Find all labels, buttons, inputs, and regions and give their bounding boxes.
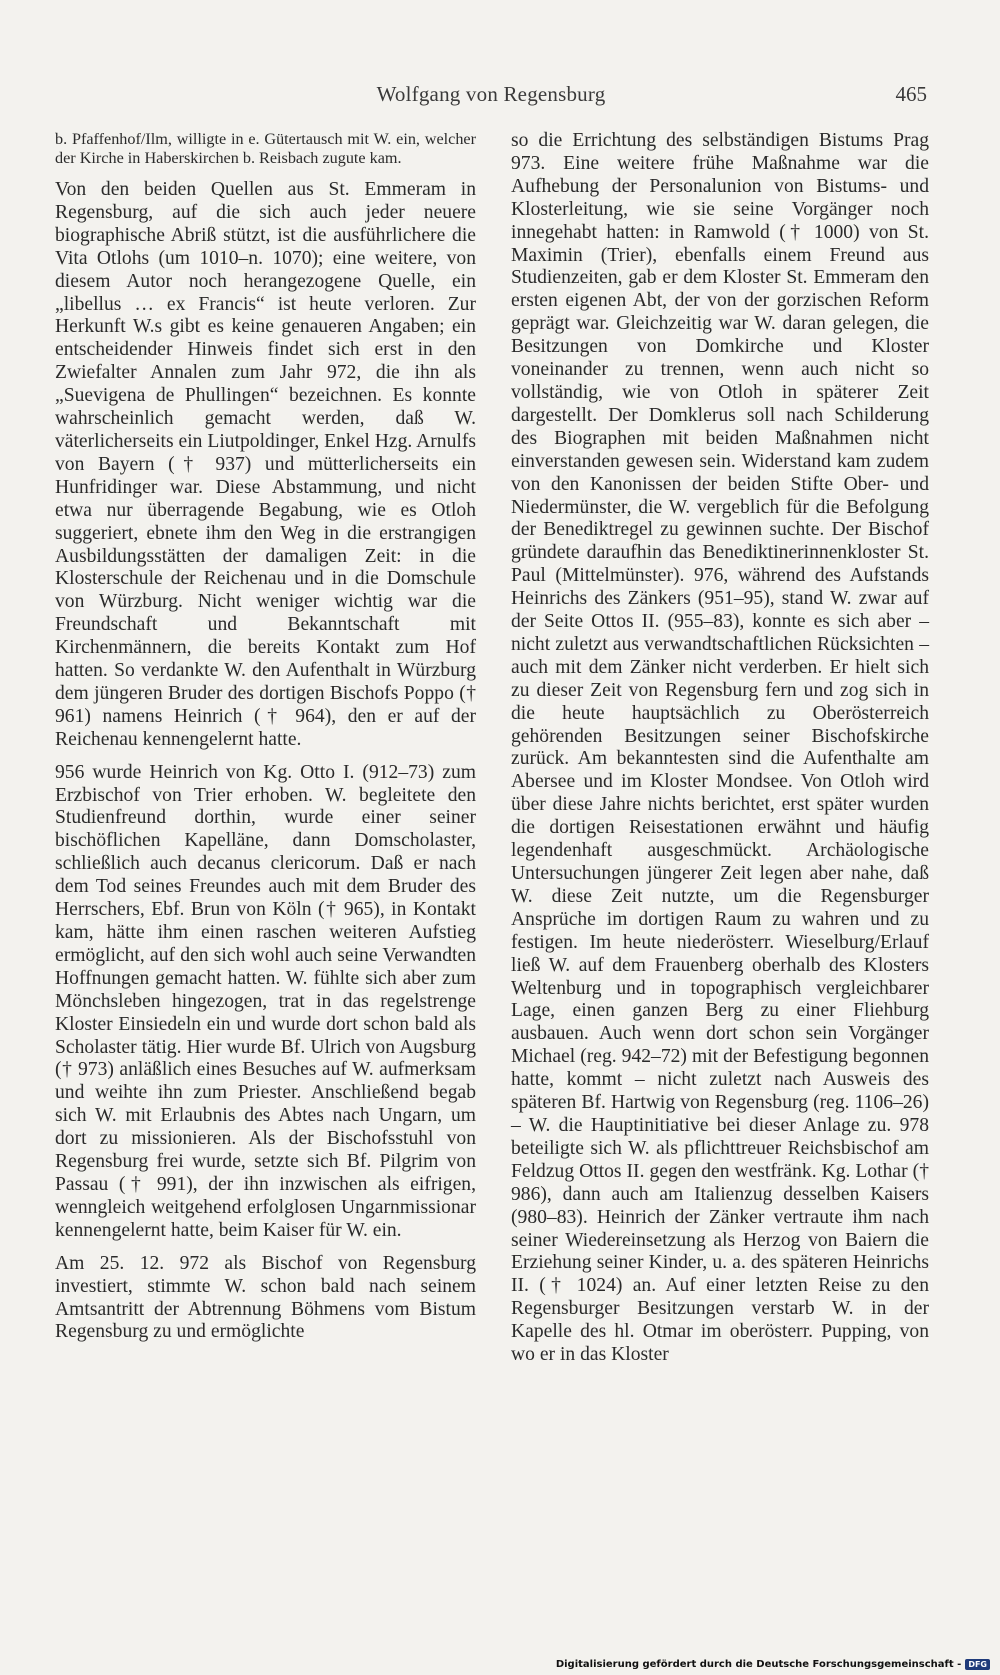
paragraph: Von den beiden Quellen aus St. Emmeram in Regensburg, auf die sich auch jeder neuere biographische Abriß stützt, ist die ausführlichere die Vita Otlohs (um 1010–n. 1070); eine weitere, von diesem Autor noch herangezogene Quelle, ein „libellus … ex Francis“ ist heute verloren. Zur Herkunft W.s gibt es keine genaueren Angaben; ein entscheidender Hinweis findet sich erst in den Zwiefalter Annalen zum Jahr 972, die ihn als „Suevigena de Phullingen“ bezeichnen. Es konnte wahrscheinlich gemacht werden, daß W. väterlicherseits ein Liutpoldinger, Enkel Hzg. Arnulfs von Bayern († 937) und mütterlicherseits ein Hunfridinger war. Diese Abstammung, und nicht etwa nur überragende Begabung, wie es Otloh suggeriert, ebnete ihm den Weg in die erstrangigen Ausbildungsstätten der damaligen Zeit: in die Klosterschule der Reichenau und in die Domschule von Würzburg. Nicht weniger wichtig war die Freundschaft und Bekanntschaft mit Kirchenmännern, die bereits Kontakt zum Hof hatten. So verdankte W. den Aufenthalt in Würzburg dem jüngeren Bruder des dortigen Bischofs Poppo († 961) namens Heinrich († 964), den er auf der Reichenau kennengelernt hatte. xyxy=(55,179,476,750)
footer xyxy=(556,1659,990,1670)
paragraph: so die Errichtung des selbständigen Bistums Prag 973. Eine weitere frühe Maßnahme war die Aufhebung der Personalunion von Bistums- und Klosterleitung, wie sie seine Vorgänger noch innegehabt hatten: in Ramwold († 1000) von St. Maximin (Trier), ebenfalls einem Freund aus Studienzeiten, gab er dem Kloster St. Emmeram den ersten eigenen Abt, der von der gorzischen Reform geprägt war. Gleichzeitig war W. daran gelegen, die Besitzungen von Domkirche und Kloster voneinander zu trennen, wenn auch nicht so vollständig, wie von Otloh in späterer Zeit dargestellt. Der Domklerus soll nach Schilderung des Biographen mit beiden Maßnahmen nicht einverstanden gewesen sein. Widerstand kam zudem von den Kanonissen der beiden Stifte Ober- und Niedermünster, die W. vergeblich für die Befolgung der Benediktregel zu gewinnen suchte. Der Bischof gründete daraufhin das Benediktinerinnenkloster St. Paul (Mittelmünster). 976, während des Aufstands Heinrichs des Zänkers (951–95), stand W. zwar auf der Seite Ottos II. (955–83), konnte es sich aber – nicht zuletzt aus verwandtschaftlichen Rücksichten – auch mit dem Zänker nicht verderben. Er hielt sich zu dieser Zeit von Regensburg fern und zog sich in die heute hauptsächlich zu Oberösterreich gehörenden Besitzungen seiner Bischofskirche zurück. Am bekanntesten sind die Aufenthalte am Abersee und im Kloster Mondsee. Von Otloh wird über diese Jahre nichts berichtet, erst später wurden die dortigen Reisestationen erwähnt und häufig legendenhaft ausgeschmückt. Archäologische Untersuchungen jüngerer Zeit legen aber nahe, daß W. diese Zeit nutzte, um die Regensburger Ansprüche im dortigen Raum zu wahren und zu festigen. Im heute niederösterr. Wieselburg/Erlauf ließ W. auf dem Frauenberg oberhalb des Klosters Weltenburg und in topographisch vergleichbarer Lage, einen ganzen Berg zu einer Fliehburg ausbauen. Auch wenn dort schon sein Vorgänger Michael (reg. 942–72) mit der Befestigung begonnen hatte, kommt – nicht zuletzt nach Ausweis des späteren Bf. Hartwig von Regensburg (reg. 1106–26) – W. die Hauptinitiative bei dieser Anlage zu. 978 beteiligte sich W. als pflichttreuer Reichsbischof am Feldzug Ottos II. gegen den westfränk. Kg. Lothar († 986), dann auch am Italienzug desselben Kaisers (980–83). Heinrich der Zänker vertraute ihm nach seiner Wiedereinsetzung als Herzog von Baiern die Erziehung seiner Kinder, u. a. des späteren Heinrichs II. († 1024) an. Auf einer letzten Reise zu den Regensburger Besitzungen verstarb W. in der Kapelle des hl. Otmar im oberösterr. Pupping, von wo er in das Kloster xyxy=(511,130,929,1366)
page-number: 465 xyxy=(895,82,927,106)
paragraph: Am 25. 12. 972 als Bischof von Regensburg investiert, stimmte W. schon bald nach seinem Amtsantritt der Abtrennung Böhmens vom Bistum Regensburg zu und ermöglichte xyxy=(55,1252,476,1343)
left-column xyxy=(55,130,476,1354)
dfg-logo-icon: DFG xyxy=(965,1659,990,1670)
right-column xyxy=(511,130,929,1377)
paragraph: 956 wurde Heinrich von Kg. Otto I. (912–73) zum Erzbischof von Trier erhoben. W. begleitete den Studienfreund dorthin, wurde einer seiner bischöflichen Kapelläne, dann Domscholaster, schließlich auch decanus clericorum. Daß er nach dem Tod seines Freundes auch mit dem Bruder des Herrschers, Ebf. Brun von Köln († 965), in Kontakt kam, hätte ihm einen raschen weiteren Aufstieg ermöglicht, auf den sich wohl auch seine Verwandten Hoffnungen gemacht hatten. W. fühlte sich aber zum Mönchsleben hingezogen, trat in das regelstrenge Kloster Einsiedeln ein und wurde dort schon bald als Scholaster tätig. Hier wurde Bf. Ulrich von Augsburg († 973) anläßlich eines Besuches auf W. aufmerksam und weihte ihn zum Priester. Anschließend begab sich W. mit Erlaubnis des Abtes nach Ungarn, um dort zu missionieren. Als der Bischofsstuhl von Regensburg frei wurde, setzte sich Bf. Pilgrim von Passau († 991), der ihn inzwischen als eifrigen, wenngleich weitgehend erfolglosen Ungarnmissionar kennengelernt hatte, beim Kaiser für W. ein. xyxy=(55,761,476,1241)
footer-text: Digitalisierung gefördert durch die Deutsche Forschungsgemeinschaft - xyxy=(555,1659,962,1670)
page-header xyxy=(55,82,927,112)
paragraph: b. Pfaffenhof/Ilm, willigte in e. Gütertausch mit W. ein, welcher der Kirche in Haberskirchen b. Reisbach zugute kam. xyxy=(55,130,476,167)
running-title: Wolfgang von Regensburg xyxy=(376,82,606,106)
